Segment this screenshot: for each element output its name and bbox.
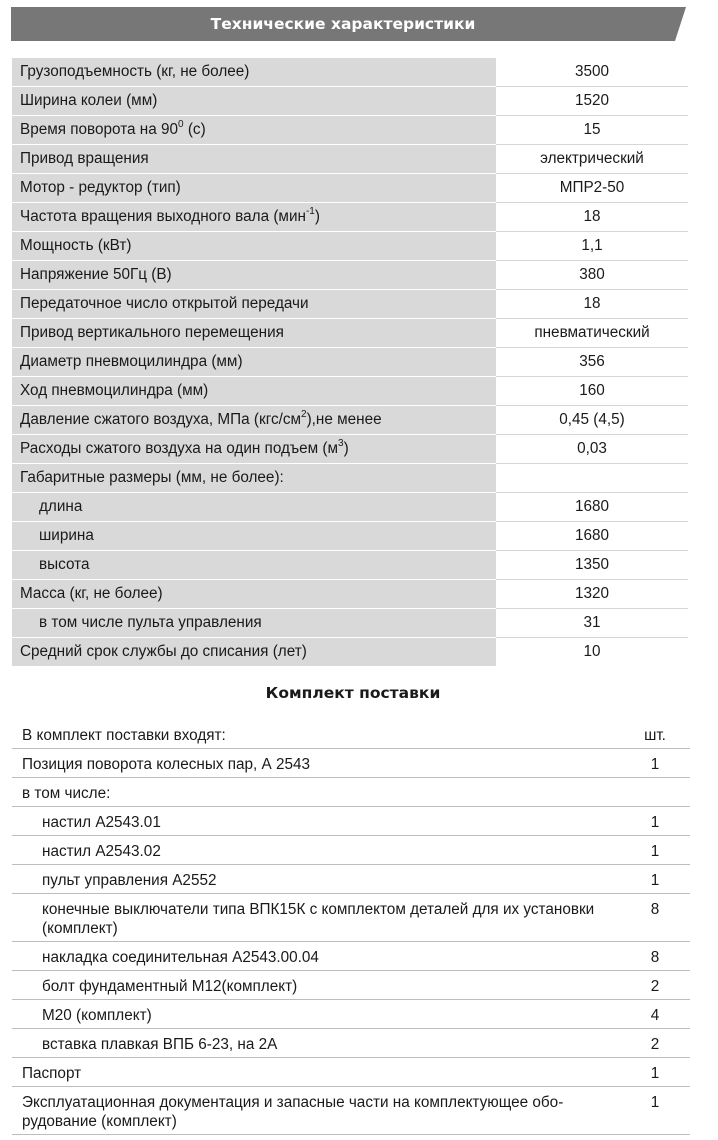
kit-item-name: Паспорт (12, 1058, 620, 1087)
spec-label: Грузоподъемность (кг, не более) (12, 58, 496, 87)
kit-item-qty: 1 (620, 807, 690, 836)
kit-item-name: настил А2543.02 (12, 836, 620, 865)
spec-row (12, 232, 688, 261)
spec-row (12, 609, 688, 638)
spec-value: 1680 (496, 493, 688, 522)
spec-row (12, 406, 688, 435)
kit-item-qty: 1 (620, 749, 690, 778)
spec-row (12, 377, 688, 406)
spec-row (12, 116, 688, 145)
spec-label: Ход пневмоцилиндра (мм) (12, 377, 496, 406)
spec-value: 3500 (496, 58, 688, 87)
spec-row (12, 145, 688, 174)
spec-row (12, 551, 688, 580)
kit-table (12, 720, 690, 1135)
header-banner (11, 7, 686, 41)
kit-item-name: Позиция поворота колесных пар, А 2543 (12, 749, 620, 778)
spec-value: электрический (496, 145, 688, 174)
spec-row (12, 203, 688, 232)
kit-item-qty: 4 (620, 1000, 690, 1029)
kit-row (12, 894, 690, 942)
spec-label: Ширина колеи (мм) (12, 87, 496, 116)
spec-row (12, 290, 688, 319)
spec-value: 1350 (496, 551, 688, 580)
spec-label: Частота вращения выходного вала (мин$^{-1}$) (12, 203, 496, 232)
spec-label: Привод вертикального перемещения (12, 319, 496, 348)
spec-label: Расходы сжатого воздуха на один подъем $(м^3)$ (12, 435, 496, 464)
kit-row (12, 836, 690, 865)
spec-value: 0,03 (496, 435, 688, 464)
kit-header-row (12, 720, 690, 749)
spec-row (12, 580, 688, 609)
kit-item-name: накладка соединительная А2543.00.04 (12, 942, 620, 971)
spec-label-superscript: 3 (338, 437, 344, 449)
spec-value (496, 464, 688, 493)
kit-item-name: пульт управления А2552 (12, 865, 620, 894)
spec-value: 18 (496, 290, 688, 319)
kit-row (12, 865, 690, 894)
kit-item-qty: 1 (620, 1087, 690, 1135)
kit-item-qty: 1 (620, 865, 690, 894)
kit-row (12, 942, 690, 971)
kit-item-name: М20 (комплект) (12, 1000, 620, 1029)
kit-item-qty: 1 (620, 1058, 690, 1087)
spec-label: Средний срок службы до списания (лет) (12, 638, 496, 667)
spec-label: Привод вращения (12, 145, 496, 174)
spec-label: Давление сжатого воздуха, МПа $(кгс/см^2),не$ менее (12, 406, 496, 435)
spec-value: 1520 (496, 87, 688, 116)
spec-label-superscript: 2 (301, 408, 307, 420)
spec-label: в том числе пульта управления (12, 609, 496, 638)
spec-value: 18 (496, 203, 688, 232)
spec-label-superscript: 0 (178, 118, 184, 130)
kit-item-qty: 8 (620, 942, 690, 971)
spec-label: ширина (12, 522, 496, 551)
kit-row (12, 1058, 690, 1087)
spec-label-superscript: -1 (305, 205, 315, 217)
kit-title: Комплект поставки (265, 684, 441, 702)
kit-item-qty: 8 (620, 894, 690, 942)
page-title: Технические характеристики (210, 15, 476, 33)
spec-value: 380 (496, 261, 688, 290)
kit-item-qty (620, 778, 690, 807)
kit-item-name: в том числе: (12, 778, 620, 807)
spec-row (12, 261, 688, 290)
spec-label: Время поворота на $90^0$ (с) (12, 116, 496, 145)
specs-table (12, 58, 688, 667)
kit-item-name: вставка плавкая ВПБ 6-23, на 2А (12, 1029, 620, 1058)
spec-row (12, 87, 688, 116)
kit-item-name: настил А2543.01 (12, 807, 620, 836)
spec-label: Диаметр пневмоцилиндра (мм) (12, 348, 496, 377)
kit-item-qty: 2 (620, 1029, 690, 1058)
kit-row (12, 778, 690, 807)
kit-item-qty: 2 (620, 971, 690, 1000)
spec-value: 31 (496, 609, 688, 638)
spec-label: Мотор - редуктор (тип) (12, 174, 496, 203)
spec-row (12, 174, 688, 203)
kit-header-label: В комплект поставки входят: (12, 720, 620, 749)
spec-row (12, 638, 688, 667)
spec-label: Масса (кг, не более) (12, 580, 496, 609)
spec-label: Габаритные размеры (мм, не более): (12, 464, 496, 493)
spec-label: высота (12, 551, 496, 580)
spec-value: 1320 (496, 580, 688, 609)
spec-row (12, 348, 688, 377)
spec-row (12, 522, 688, 551)
spec-value: 0,45 (4,5) (496, 406, 688, 435)
spec-value: 160 (496, 377, 688, 406)
spec-label: длина (12, 493, 496, 522)
spec-value: 356 (496, 348, 688, 377)
spec-label: Передаточное число открытой передачи (12, 290, 496, 319)
spec-row (12, 493, 688, 522)
spec-value: МПР2-50 (496, 174, 688, 203)
kit-row (12, 971, 690, 1000)
kit-row (12, 1087, 690, 1135)
spec-row (12, 464, 688, 493)
kit-row (12, 749, 690, 778)
spec-value: 1,1 (496, 232, 688, 261)
kit-row (12, 807, 690, 836)
spec-label: Мощность (кВт) (12, 232, 496, 261)
spec-value: 1680 (496, 522, 688, 551)
kit-row (12, 1000, 690, 1029)
kit-item-name: болт фундаментный М12(комплект) (12, 971, 620, 1000)
spec-value: 10 (583, 643, 601, 660)
spec-value: 15 (496, 116, 688, 145)
spec-value: пневматический (496, 319, 688, 348)
kit-item-qty: 1 (620, 836, 690, 865)
spec-row (12, 435, 688, 464)
kit-item-name: конечные выключатели типа ВПК15К с комплектом деталей для их установки (комплект) (12, 894, 620, 942)
spec-label: Напряжение 50Гц (В) (12, 261, 496, 290)
kit-header-unit: шт. (620, 720, 690, 749)
kit-item-name: Эксплуатационная документация и запасные части на комплектующее обо-рудование (комплект) (12, 1087, 620, 1135)
spec-row (12, 58, 688, 87)
kit-row (12, 1029, 690, 1058)
spec-row (12, 319, 688, 348)
